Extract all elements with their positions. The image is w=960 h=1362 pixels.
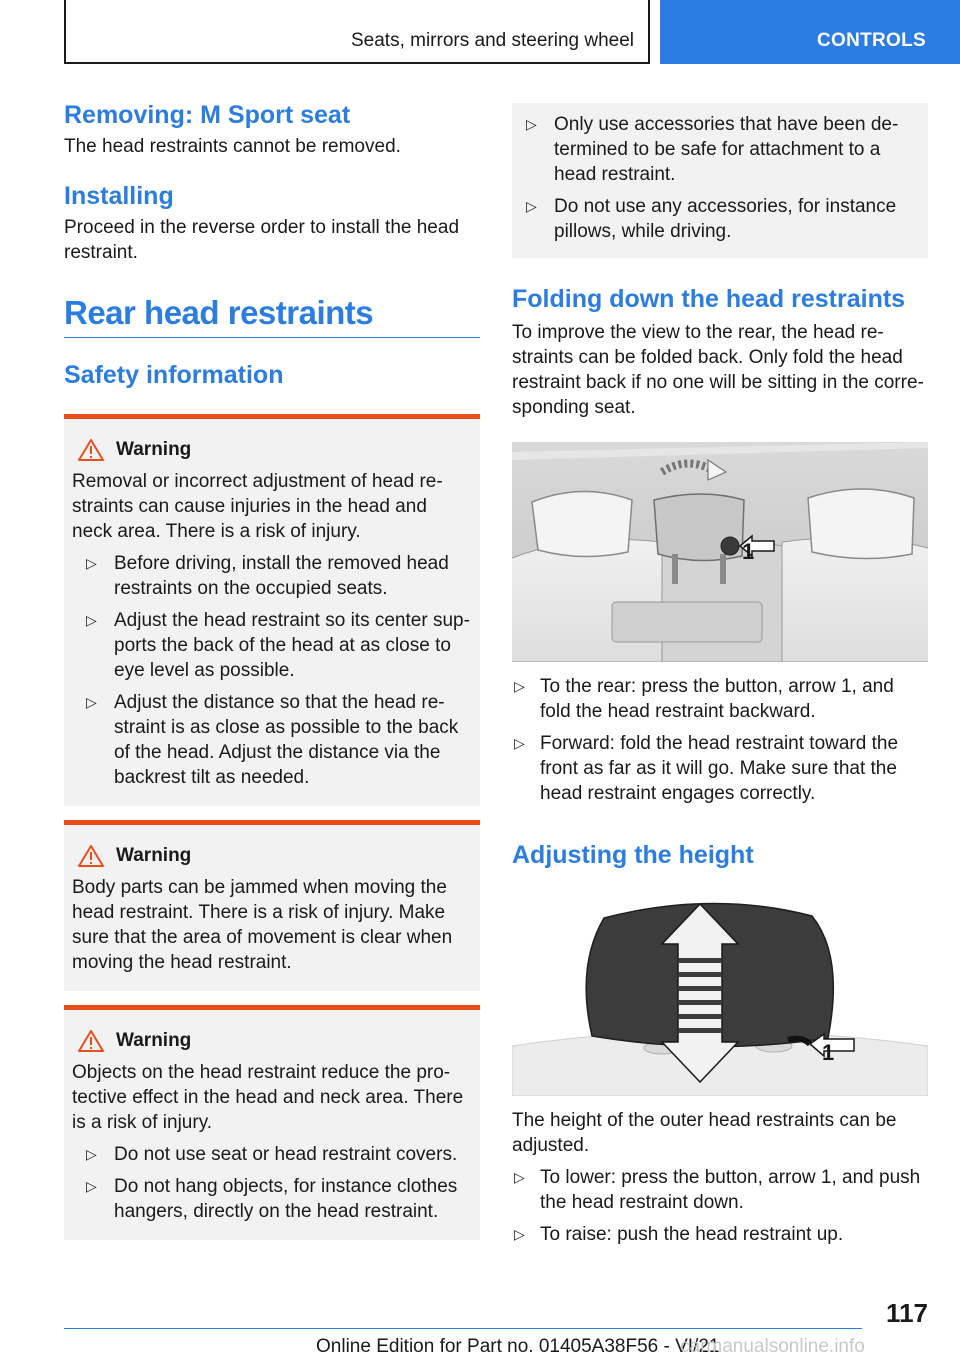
warning-list-3: [72, 1142, 472, 1224]
fig1-callout-number: 1: [742, 539, 755, 564]
removing-heading: Removing: M Sport seat: [64, 101, 351, 129]
list-item: ▷ To lower: press the button, arrow 1, and push the head restraint down.: [514, 1167, 921, 1213]
triangle-right-bullet-icon: ▷: [86, 1177, 97, 1194]
warning-title-1: Warning: [72, 439, 472, 461]
installing-text: Proceed in the reverse order to install the head restraint.: [64, 217, 460, 263]
list-item: ▷ Before driving, install the removed head restraints on the occupied seats.: [86, 552, 449, 599]
list-item: ▷ Adjust the distance so that the head re-straint is as close as possible to the back of the head. Adjust the distance via the backrest tilt as needed.: [86, 691, 459, 788]
list-item: ▷ Do not use seat or head restraint covers.: [86, 1143, 458, 1165]
watermark-text: carmanualsonline.info: [680, 1336, 865, 1357]
height-text: The height of the outer head restraints can be adjusted.: [512, 1110, 897, 1156]
edition-text: Online Edition for Part no. 01405A38F56 - VI/21: [316, 1336, 720, 1357]
headrest-height-illustration: [512, 896, 928, 1096]
safety-information-heading: Safety information: [64, 360, 284, 389]
rear-seat-illustration: [512, 442, 928, 662]
warning-text-2: Body parts can be jammed when moving the head restraint. There is a risk of injury. Make sure that the area of movement is clear when moving the head restraint.: [72, 876, 453, 973]
warning-title-2: Warning: [72, 845, 472, 867]
list-item: ▷ To raise: push the head restraint up.: [514, 1224, 844, 1245]
header-chapter-tab[interactable]: [660, 0, 960, 64]
warning-triangle-icon: [78, 845, 104, 867]
warning-box-1: [64, 414, 480, 806]
fig2-callout-number: 1: [822, 1040, 835, 1065]
height-adjust-figure: [512, 896, 928, 1096]
page-number: 117: [886, 1298, 928, 1328]
installing-heading: Installing: [64, 182, 174, 210]
triangle-right-bullet-icon: ▷: [514, 735, 525, 751]
header-section-box: [64, 0, 650, 64]
removing-text: The head restraints cannot be removed.: [64, 136, 401, 157]
accessories-list: [520, 112, 920, 244]
left-column: [64, 100, 480, 1240]
accessories-note-box: [512, 103, 928, 258]
triangle-right-bullet-icon: ▷: [514, 1169, 525, 1185]
list-item: ▷ Forward: fold the head restraint toward the front as far as it will go. Make sure that the head restraint engages correctly.: [514, 733, 899, 804]
folding-list: [512, 674, 928, 806]
list-item: ▷ Do not hang objects, for instance clothes hangers, directly on the head restraint.: [86, 1175, 458, 1222]
warning-text-3: Objects on the head restraint reduce the pro-tective effect in the head and neck area. There is a risk of injury.: [72, 1061, 464, 1133]
triangle-right-bullet-icon: ▷: [86, 693, 97, 710]
right-column: [512, 103, 928, 1247]
triangle-right-bullet-icon: ▷: [86, 611, 97, 628]
list-item: ▷ Do not use any accessories, for instance pillows, while driving.: [526, 196, 897, 242]
list-item: ▷ To the rear: press the button, arrow 1, and fold the head restraint backward.: [514, 676, 894, 722]
warning-box-2: [64, 820, 480, 991]
triangle-right-bullet-icon: ▷: [526, 116, 537, 132]
warning-triangle-icon: [78, 1030, 104, 1052]
list-item: ▷ Adjust the head restraint so its center sup-ports the back of the head at as close to eye level as possible.: [86, 609, 470, 681]
folding-heading: Folding down the head restraints: [512, 285, 906, 313]
list-item: ▷ Only use accessories that have been de-termined to be safe for attachment to a head restraint.: [526, 114, 899, 185]
footer-divider: [64, 1328, 862, 1329]
fold-head-restraint-figure: [512, 442, 928, 662]
adjusting-height-heading: Adjusting the height: [512, 841, 754, 869]
warning-box-3: [64, 1005, 480, 1240]
header-section-title: Seats, mirrors and steering wheel: [350, 30, 634, 51]
triangle-right-bullet-icon: ▷: [86, 1145, 97, 1162]
triangle-right-bullet-icon: ▷: [86, 554, 97, 571]
warning-list-1: [72, 551, 472, 790]
triangle-right-bullet-icon: ▷: [514, 1226, 525, 1242]
height-list: [512, 1165, 928, 1247]
folding-text: To improve the view to the rear, the head re-straints can be folded back. Only fold the head restraint back if no one will be sitting in the corre-sponding seat.: [512, 322, 924, 418]
triangle-right-bullet-icon: ▷: [526, 198, 537, 214]
warning-text-1: Removal or incorrect adjustment of head re-straints can cause injuries in the head and neck area. There is a risk of injury.: [72, 470, 443, 542]
warning-triangle-icon: [78, 439, 104, 461]
rear-head-restraints-heading: Rear head restraints: [64, 293, 480, 338]
triangle-right-bullet-icon: ▷: [514, 678, 525, 694]
header-chapter-label: CONTROLS: [816, 30, 926, 51]
warning-title-3: Warning: [72, 1030, 472, 1052]
